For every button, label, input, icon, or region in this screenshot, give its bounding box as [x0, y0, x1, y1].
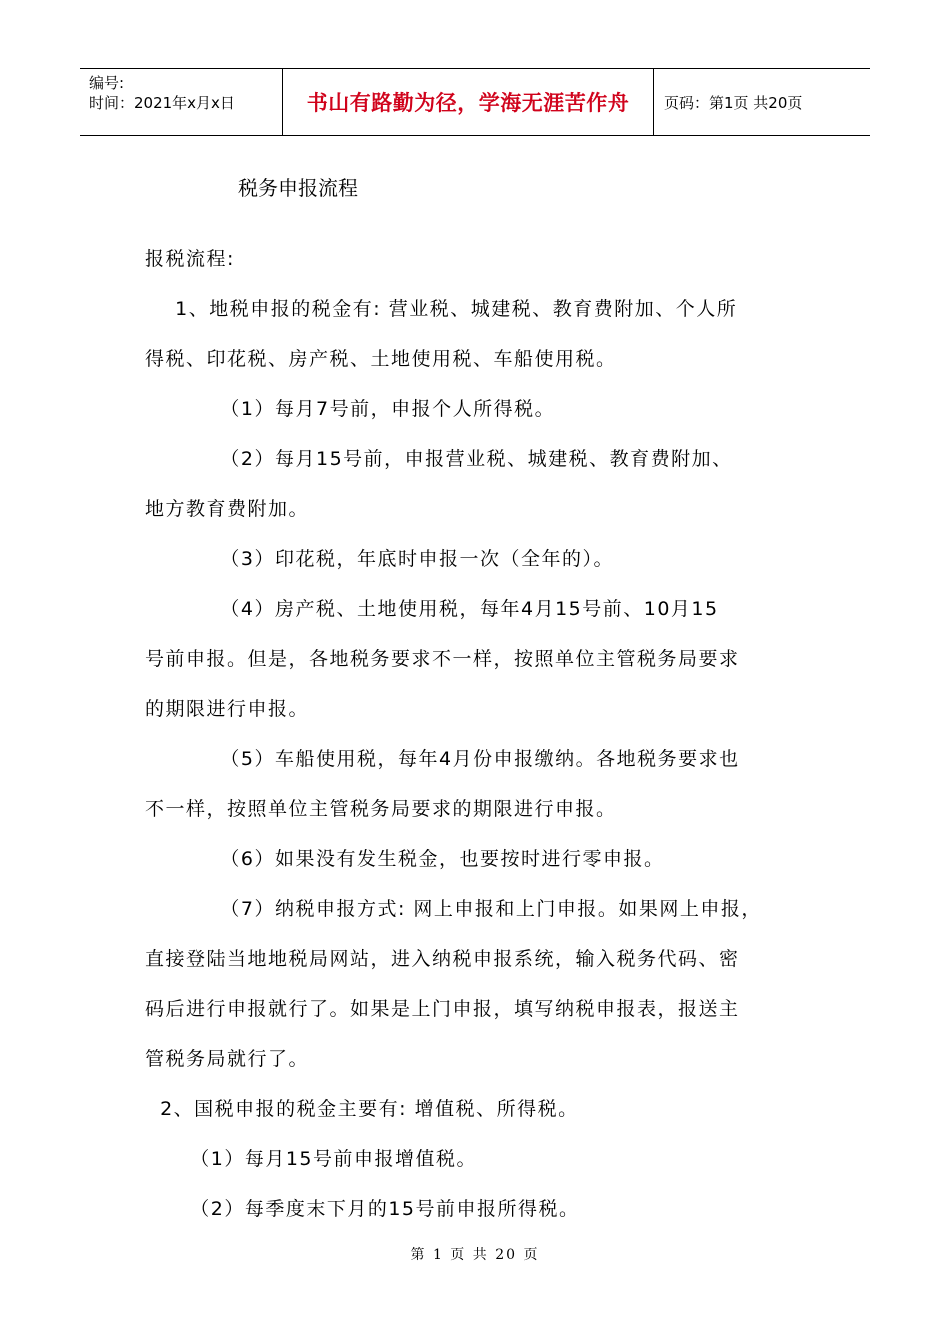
document-title: 税务申报流程: [238, 176, 358, 200]
body-line: 报税流程:: [145, 248, 235, 270]
body-line: （6）如果没有发生税金，也要按时进行零申报。: [145, 848, 665, 870]
header-meta: [80, 69, 282, 135]
body-line: 码后进行申报就行了。如果是上门申报，填写纳税申报表，报送主: [145, 998, 740, 1020]
body-line: 号前申报。但是，各地税务要求不一样，按照单位主管税务局要求: [145, 648, 740, 670]
body-line: （1）每月7号前，申报个人所得税。: [145, 398, 556, 420]
header-motto: 书山有路勤为径，学海无涯苦作舟: [282, 69, 654, 135]
page-footer: 第 1 页 共 20 页: [410, 1247, 540, 1263]
document-body: [145, 234, 805, 1234]
number-label: 编号:: [89, 74, 125, 92]
body-line: （7）纳税申报方式: 网上申报和上门申报。如果网上申报，: [145, 898, 762, 920]
body-line: 的期限进行申报。: [145, 698, 310, 720]
body-line: 得税、印花税、房产税、土地使用税、车船使用税。: [145, 348, 617, 370]
body-line: （1）每月15号前申报增值税。: [145, 1148, 478, 1170]
body-line: 直接登陆当地地税局网站，进入纳税申报系统，输入税务代码、密: [145, 948, 740, 970]
body-line: 2、国税申报的税金主要有: 增值税、所得税。: [145, 1098, 579, 1120]
body-line: 管税务局就行了。: [145, 1048, 310, 1070]
body-line: 1、地税申报的税金有: 营业税、城建税、教育费附加、个人所: [145, 298, 738, 320]
body-line: （5）车船使用税，每年4月份申报缴纳。各地税务要求也: [145, 748, 740, 770]
body-line: （3）印花税，年底时申报一次（全年的）。: [145, 548, 614, 570]
body-line: 不一样，按照单位主管税务局要求的期限进行申报。: [145, 798, 617, 820]
document-header: [80, 68, 870, 136]
body-line: （2）每月15号前，申报营业税、城建税、教育费附加、: [145, 448, 733, 470]
body-line: （2）每季度末下月的15号前申报所得税。: [145, 1198, 580, 1220]
header-page-info: 页码：第1页 共20页: [664, 93, 803, 112]
body-line: 地方教育费附加。: [145, 498, 310, 520]
body-line: （4）房产税、土地使用税，每年4月15号前、10月15: [145, 598, 719, 620]
date-label: 时间：2021年x月x日: [89, 94, 235, 112]
